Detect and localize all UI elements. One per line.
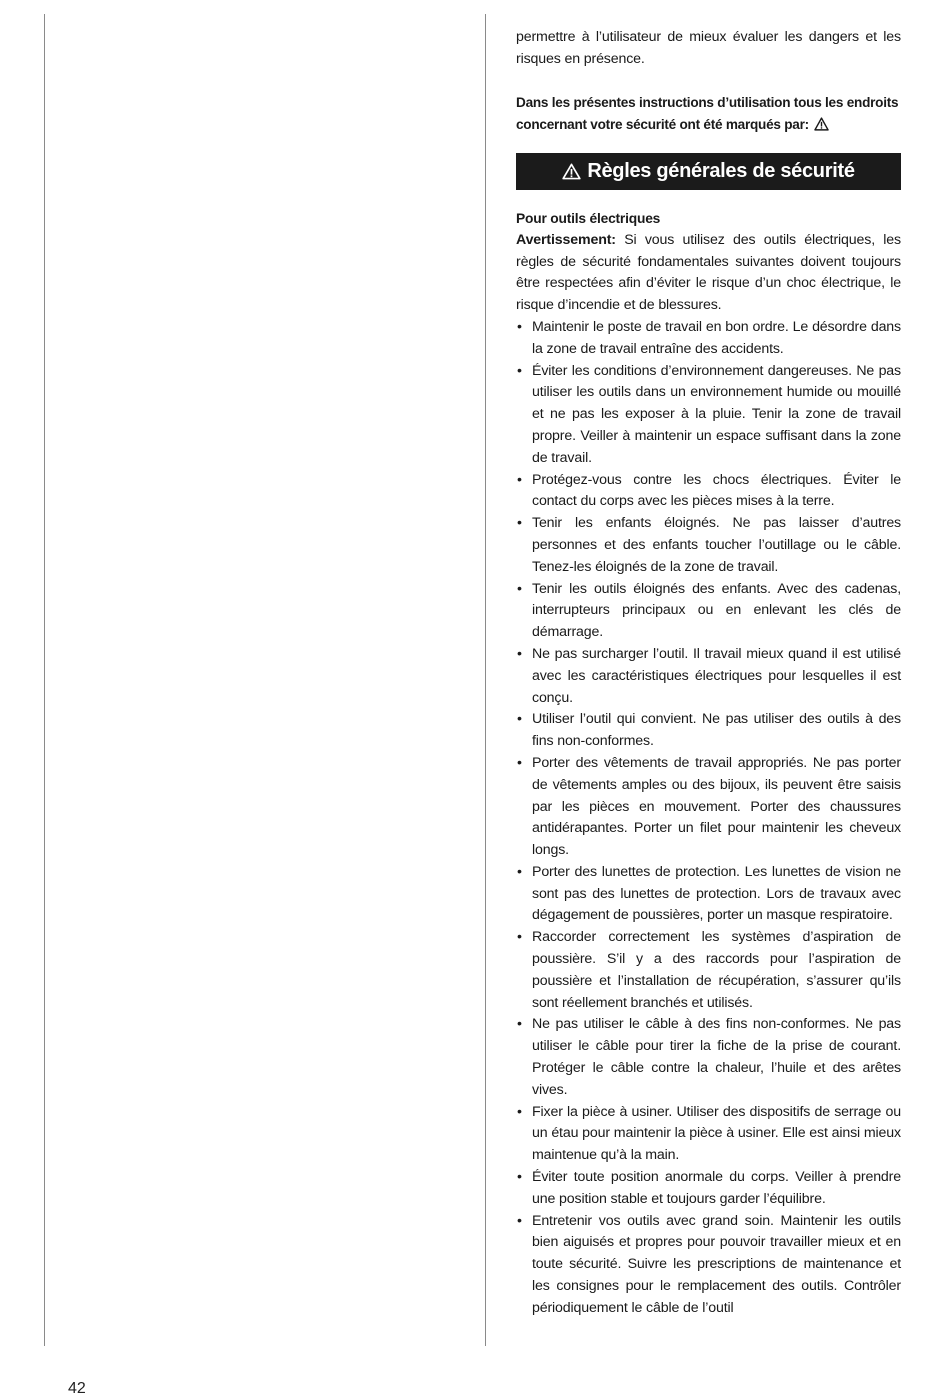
bullet: •	[517, 318, 522, 335]
warning-triangle-icon	[562, 163, 581, 180]
list-item-text: Tenir les outils éloignés des enfants. Avec des cadenas, interrupteurs principaux ou en enlevant les clés de démarrage.	[532, 580, 901, 641]
bullet: •	[517, 1016, 522, 1033]
list-item	[516, 1102, 901, 1167]
bullet: •	[517, 1212, 522, 1229]
intro-paragraph: permettre à l’utilisateur de mieux évaluer les dangers et les risques en présence.	[516, 29, 901, 67]
list-item-text: Maintenir le poste de travail en bon ordre. Le désordre dans la zone de travail entraîne des accidents.	[532, 318, 901, 357]
list-item-text: Ne pas utiliser le câble à des fins non-conformes. Ne pas utiliser le câble pour tirer la fiche de la prise de courant. Protéger le câble contre la chaleur, l’huile et des arêtes vives.	[532, 1016, 901, 1098]
list-item-text: Utiliser l’outil qui convient. Ne pas utiliser des outils à des fins non-conformes.	[532, 711, 901, 750]
bullet: •	[517, 1169, 522, 1186]
warning-triangle-icon	[814, 117, 829, 131]
list-item-text: Porter des lunettes de protection. Les lunettes de vision ne sont pas des lunettes de protection. Lors de travaux avec dégagement de poussières, porter un masque respiratoire.	[532, 863, 901, 924]
section-title-bar	[516, 153, 901, 190]
bullet: •	[517, 754, 522, 771]
list-item-text: Ne pas surcharger l’outil. Il travail mieux quand il est utilisé avec les caractéristiques électriques pour lesquelles il est conçu.	[532, 645, 901, 706]
bullet: •	[517, 929, 522, 946]
left-margin-rule	[44, 14, 45, 1346]
list-item	[516, 753, 901, 862]
list-item	[516, 579, 901, 644]
section-title: Règles générales de sécurité	[587, 159, 855, 182]
list-item-text: Éviter les conditions d’environnement dangereuses. Ne pas utiliser les outils dans un environnement humide ou mouillé et ne pas les exposer à la pluie. Tenir la zone de travail propre. Veiller à maintenir un espace suffisant dans la zone de travail.	[532, 362, 901, 466]
subheading: Pour outils électriques	[516, 210, 661, 226]
list-item-text: Raccorder correctement les systèmes d’aspiration de poussière. S’il y a des raccords pour l’aspiration de poussière et l’installation de récupération, s’assurer qu’ils sont réellement branchés et utilisés.	[532, 929, 901, 1011]
list-item	[516, 317, 901, 361]
list-item	[516, 709, 901, 753]
list-item-text: Protégez-vous contre les chocs électriques. Éviter le contact du corps avec les pièces mises à la terre.	[532, 471, 901, 510]
list-item	[516, 470, 901, 514]
list-item	[516, 513, 901, 578]
list-item	[516, 361, 901, 470]
right-text-column	[516, 27, 901, 1320]
list-item	[516, 1211, 901, 1320]
list-item	[516, 1167, 901, 1211]
list-item-text: Entretenir vos outils avec grand soin. Maintenir les outils bien aiguisés et propres pour pouvoir travailler mieux et en toute sécurité. Suivre les prescriptions de maintenance et les consignes pour le remplacement des outils. Contrôler périodiquement le câble de l’outil	[532, 1212, 901, 1316]
list-item	[516, 644, 901, 709]
bullet: •	[517, 580, 522, 597]
list-item	[516, 927, 901, 1014]
list-item-text: Porter des vêtements de travail appropriés. Ne pas porter de vêtements amples ou des bijoux, ils peuvent être saisis par les pièces en mouvement. Porter des chaussures antidérapantes. Porter un filet pour maintenir les cheveux longs.	[532, 754, 901, 859]
safety-marking-note-text: Dans les présentes instructions d’utilisation tous les endroits concernant votre sécurité ont été marqués par:	[516, 95, 899, 133]
safety-rules-list	[516, 317, 901, 1320]
bullet: •	[517, 515, 522, 532]
list-item	[516, 862, 901, 927]
list-item	[516, 1014, 901, 1101]
safety-marking-note	[516, 92, 901, 136]
bullet: •	[517, 471, 522, 488]
warning-label: Avertissement:	[516, 231, 616, 248]
list-item-text: Fixer la pièce à usiner. Utiliser des dispositifs de serrage ou un étau pour maintenir la pièce à usiner. Elle est ainsi mieux maintenue qu’à la main.	[532, 1103, 901, 1164]
page-number: 42	[68, 1380, 86, 1397]
list-item-text: Tenir les enfants éloignés. Ne pas laisser d’autres personnes et des enfants toucher l’outillage ou le câble. Tenez-les éloignés de la zone de travail.	[532, 515, 901, 575]
bullet: •	[517, 362, 522, 379]
bullet: •	[517, 645, 522, 662]
list-item-text: Éviter toute position anormale du corps. Veiller à prendre une position stable et toujours garder l’équilibre.	[532, 1169, 901, 1207]
warning-paragraph	[516, 230, 901, 317]
bullet: •	[517, 1103, 522, 1120]
bullet: •	[517, 711, 522, 728]
column-divider-rule	[485, 14, 486, 1346]
bullet: •	[517, 863, 522, 880]
warning-text: Si vous utilisez des outils électriques, les règles de sécurité fondamentales suivantes doivent toujours être respectées afin d’éviter le risque d’un choc électrique, le risque d’incendie et de blessures.	[516, 231, 901, 314]
